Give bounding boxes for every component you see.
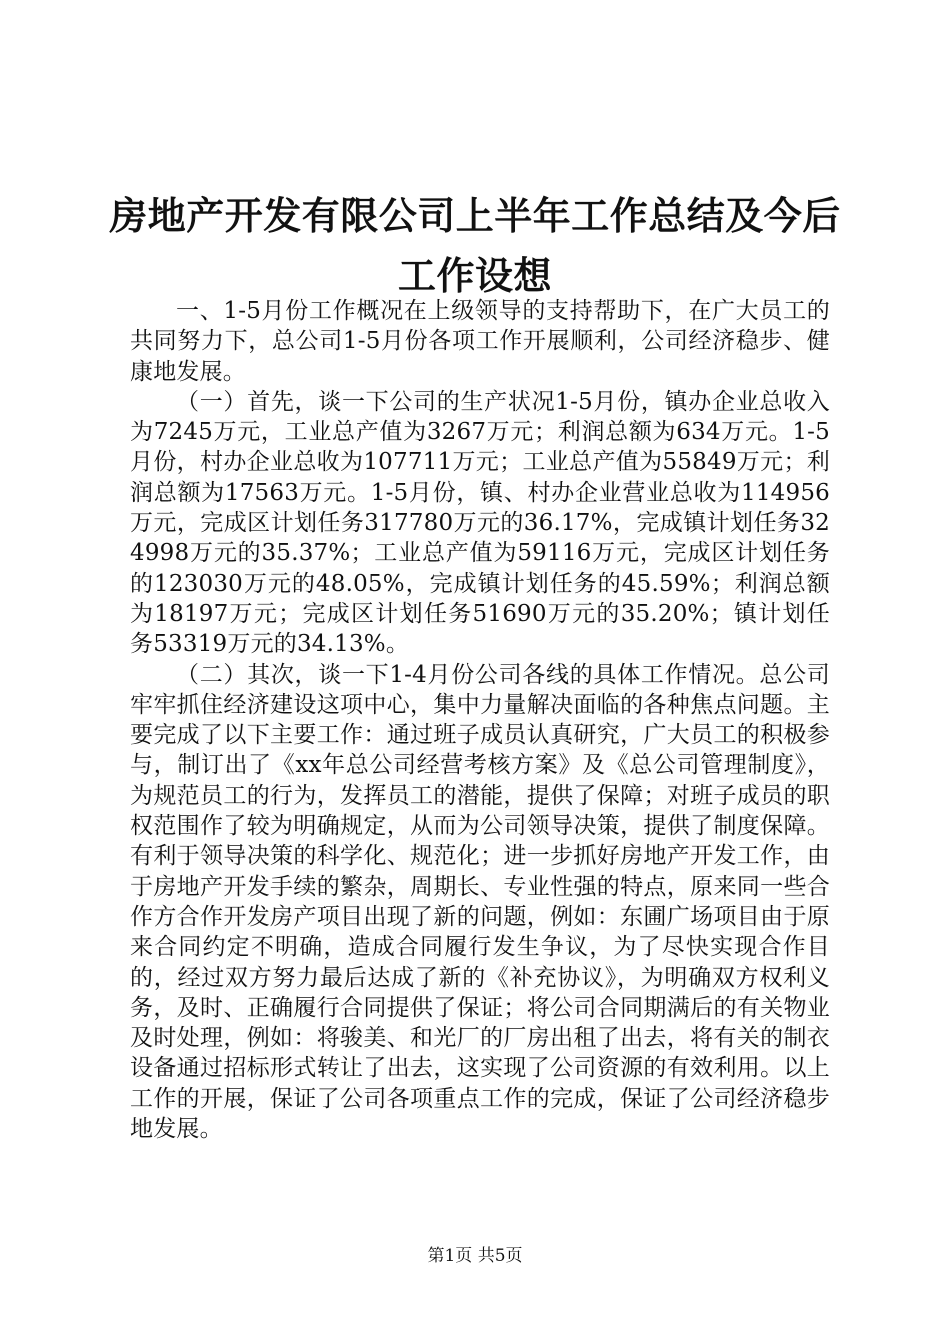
- paragraph-work-details: （二）其次，谈一下1-4月份公司各线的具体工作情况。总公司牢牢抓住经济建设这项中心，集中力量解决面临的各种焦点问题。主要完成了以下主要工作：通过班子成员认真研究，广大员工的积极参与，制订出了《xx年总公司经营考核方案》及《总公司管理制度》，为规范员工的行为，发挥员工的潜能，提供了保障；对班子成员的职权范围作了较为明确规定，从而为公司领导决策，提供了制度保障。有利于领导决策的科学化、规范化；进一步抓好房地产开发工作，由于房地产开发手续的繁杂，周期长、专业性强的特点，原来同一些合作方合作开发房产项目出现了新的问题，例如：东圃广场项目由于原来合同约定不明确，造成合同履行发生争议，为了尽快实现合作目的，经过双方努力最后达成了新的《补充协议》，为明确双方权利义务，及时、正确履行合同提供了保证；将公司合同期满后的有关物业及时处理，例如：将骏美、和光厂的厂房出租了出去，将有关的制衣设备通过招标形式转让了出去，这实现了公司资源的有效利用。以上工作的开展，保证了公司各项重点工作的完成，保证了公司经济稳步地发展。: [130, 661, 830, 1143]
- paragraph-overview: 一、1-5月份工作概况在上级领导的支持帮助下，在广大员工的共同努力下，总公司1-5月份各项工作开展顺利，公司经济稳步、健康地发展。: [130, 298, 830, 385]
- page-footer: 第1页 共5页: [427, 1246, 523, 1266]
- document-body: [130, 296, 830, 1144]
- document-title: 房地产开发有限公司上半年工作总结及今后工作设想: [109, 193, 841, 298]
- paragraph-production-status: （一）首先，谈一下公司的生产状况1-5月份，镇办企业总收入为7245万元，工业总产值为3267万元；利润总额为634万元。1-5月份，村办企业总收为107711万元；工业总产值为55849万元；利润总额为17563万元。1-5月份，镇、村办企业营业总收为114956万元，完成区计划任务317780万元的36.17%，完成镇计划任务324998万元的35.37%；工业总产值为59116万元，完成区计划任务的123030万元的48.05%，完成镇计划任务的45.59%；利润总额为18197万元；完成区计划任务51690万元的35.20%；镇计划任务53319万元的34.13%。: [130, 388, 830, 658]
